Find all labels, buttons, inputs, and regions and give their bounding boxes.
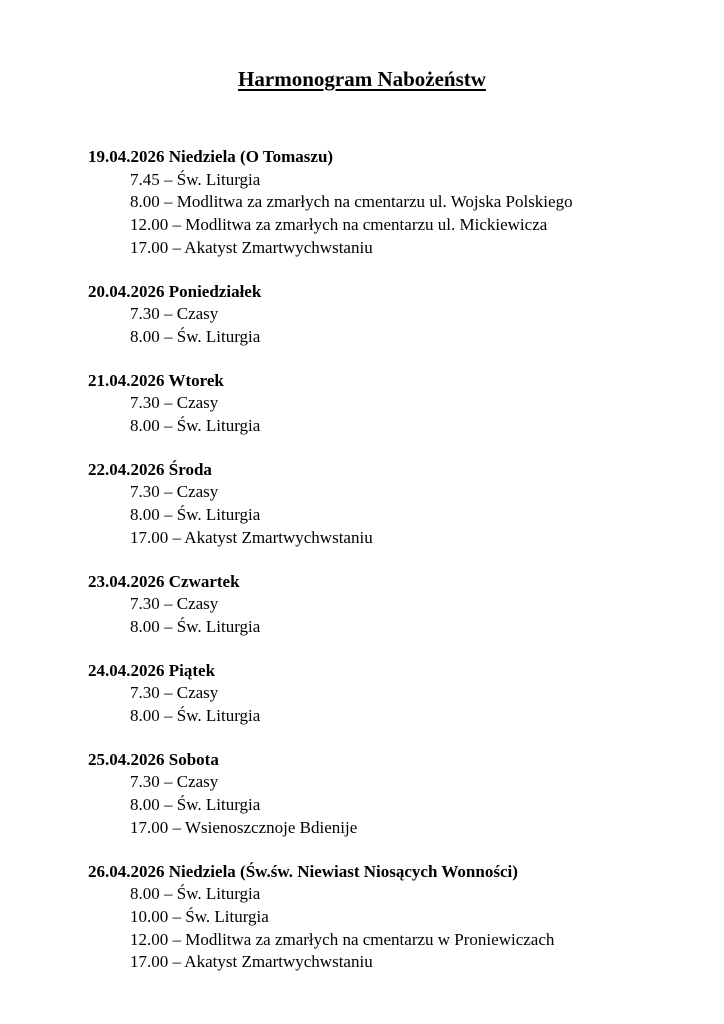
document-title: Harmonogram Nabożeństw — [238, 67, 486, 91]
day-heading: 23.04.2026 Czwartek — [88, 571, 240, 591]
day-block-22-04 — [88, 459, 684, 550]
schedule-entry: 12.00 – Modlitwa za zmarłych na cmentarzu w Proniewiczach — [130, 929, 555, 949]
schedule-entry: 17.00 – Akatyst Zmartwychwstaniu — [130, 527, 373, 547]
day-block-26-04 — [88, 861, 684, 975]
schedule-entry: 17.00 – Akatyst Zmartwychwstaniu — [130, 237, 373, 257]
schedule-entry: 10.00 – Św. Liturgia — [130, 906, 269, 926]
schedule-entry: 7.30 – Czasy — [130, 393, 219, 413]
day-heading: 21.04.2026 Wtorek — [88, 370, 224, 390]
day-block-19-04 — [88, 146, 684, 260]
schedule-entry: 17.00 – Akatyst Zmartwychwstaniu — [130, 952, 373, 972]
day-block-23-04 — [88, 571, 684, 639]
schedule-entry: 7.30 – Czasy — [130, 683, 219, 703]
schedule-entry: 7.30 – Czasy — [130, 304, 219, 324]
schedule-entry: 7.30 – Czasy — [130, 482, 219, 502]
schedule-entry: 8.00 – Św. Liturgia — [130, 706, 261, 726]
schedule-entry: 8.00 – Św. Liturgia — [130, 616, 261, 636]
day-heading: 25.04.2026 Sobota — [88, 749, 219, 769]
schedule-entry: 7.45 – Św. Liturgia — [130, 169, 261, 189]
schedule-entry: 7.30 – Czasy — [130, 594, 219, 614]
schedule-entry: 8.00 – Św. Liturgia — [130, 416, 261, 436]
day-heading: 26.04.2026 Niedziela (Św.św. Niewiast Niosących Wonności) — [88, 861, 518, 881]
day-heading: 19.04.2026 Niedziela (O Tomaszu) — [88, 147, 334, 166]
day-block-25-04 — [88, 749, 684, 840]
schedule-entry: 8.00 – Św. Liturgia — [130, 884, 261, 904]
schedule-entry: 12.00 – Modlitwa za zmarłych na cmentarzu ul. Mickiewicza — [130, 215, 548, 235]
day-heading: 22.04.2026 Środa — [88, 459, 212, 479]
day-block-20-04 — [88, 281, 684, 349]
day-heading: 24.04.2026 Piątek — [88, 660, 216, 680]
schedule-entry: 8.00 – Modlitwa za zmarłych na cmentarzu ul. Wojska Polskiego — [130, 192, 573, 212]
day-heading: 20.04.2026 Poniedziałek — [88, 281, 262, 301]
schedule-entry: 8.00 – Św. Liturgia — [130, 505, 261, 525]
day-block-24-04 — [88, 660, 684, 728]
schedule-list — [88, 146, 684, 974]
schedule-entry: 17.00 – Wsienoszcznoje Bdienije — [130, 817, 358, 837]
schedule-entry: 7.30 – Czasy — [130, 772, 219, 792]
schedule-entry: 8.00 – Św. Liturgia — [130, 326, 261, 346]
day-block-21-04 — [88, 370, 684, 438]
schedule-entry: 8.00 – Św. Liturgia — [130, 795, 261, 815]
